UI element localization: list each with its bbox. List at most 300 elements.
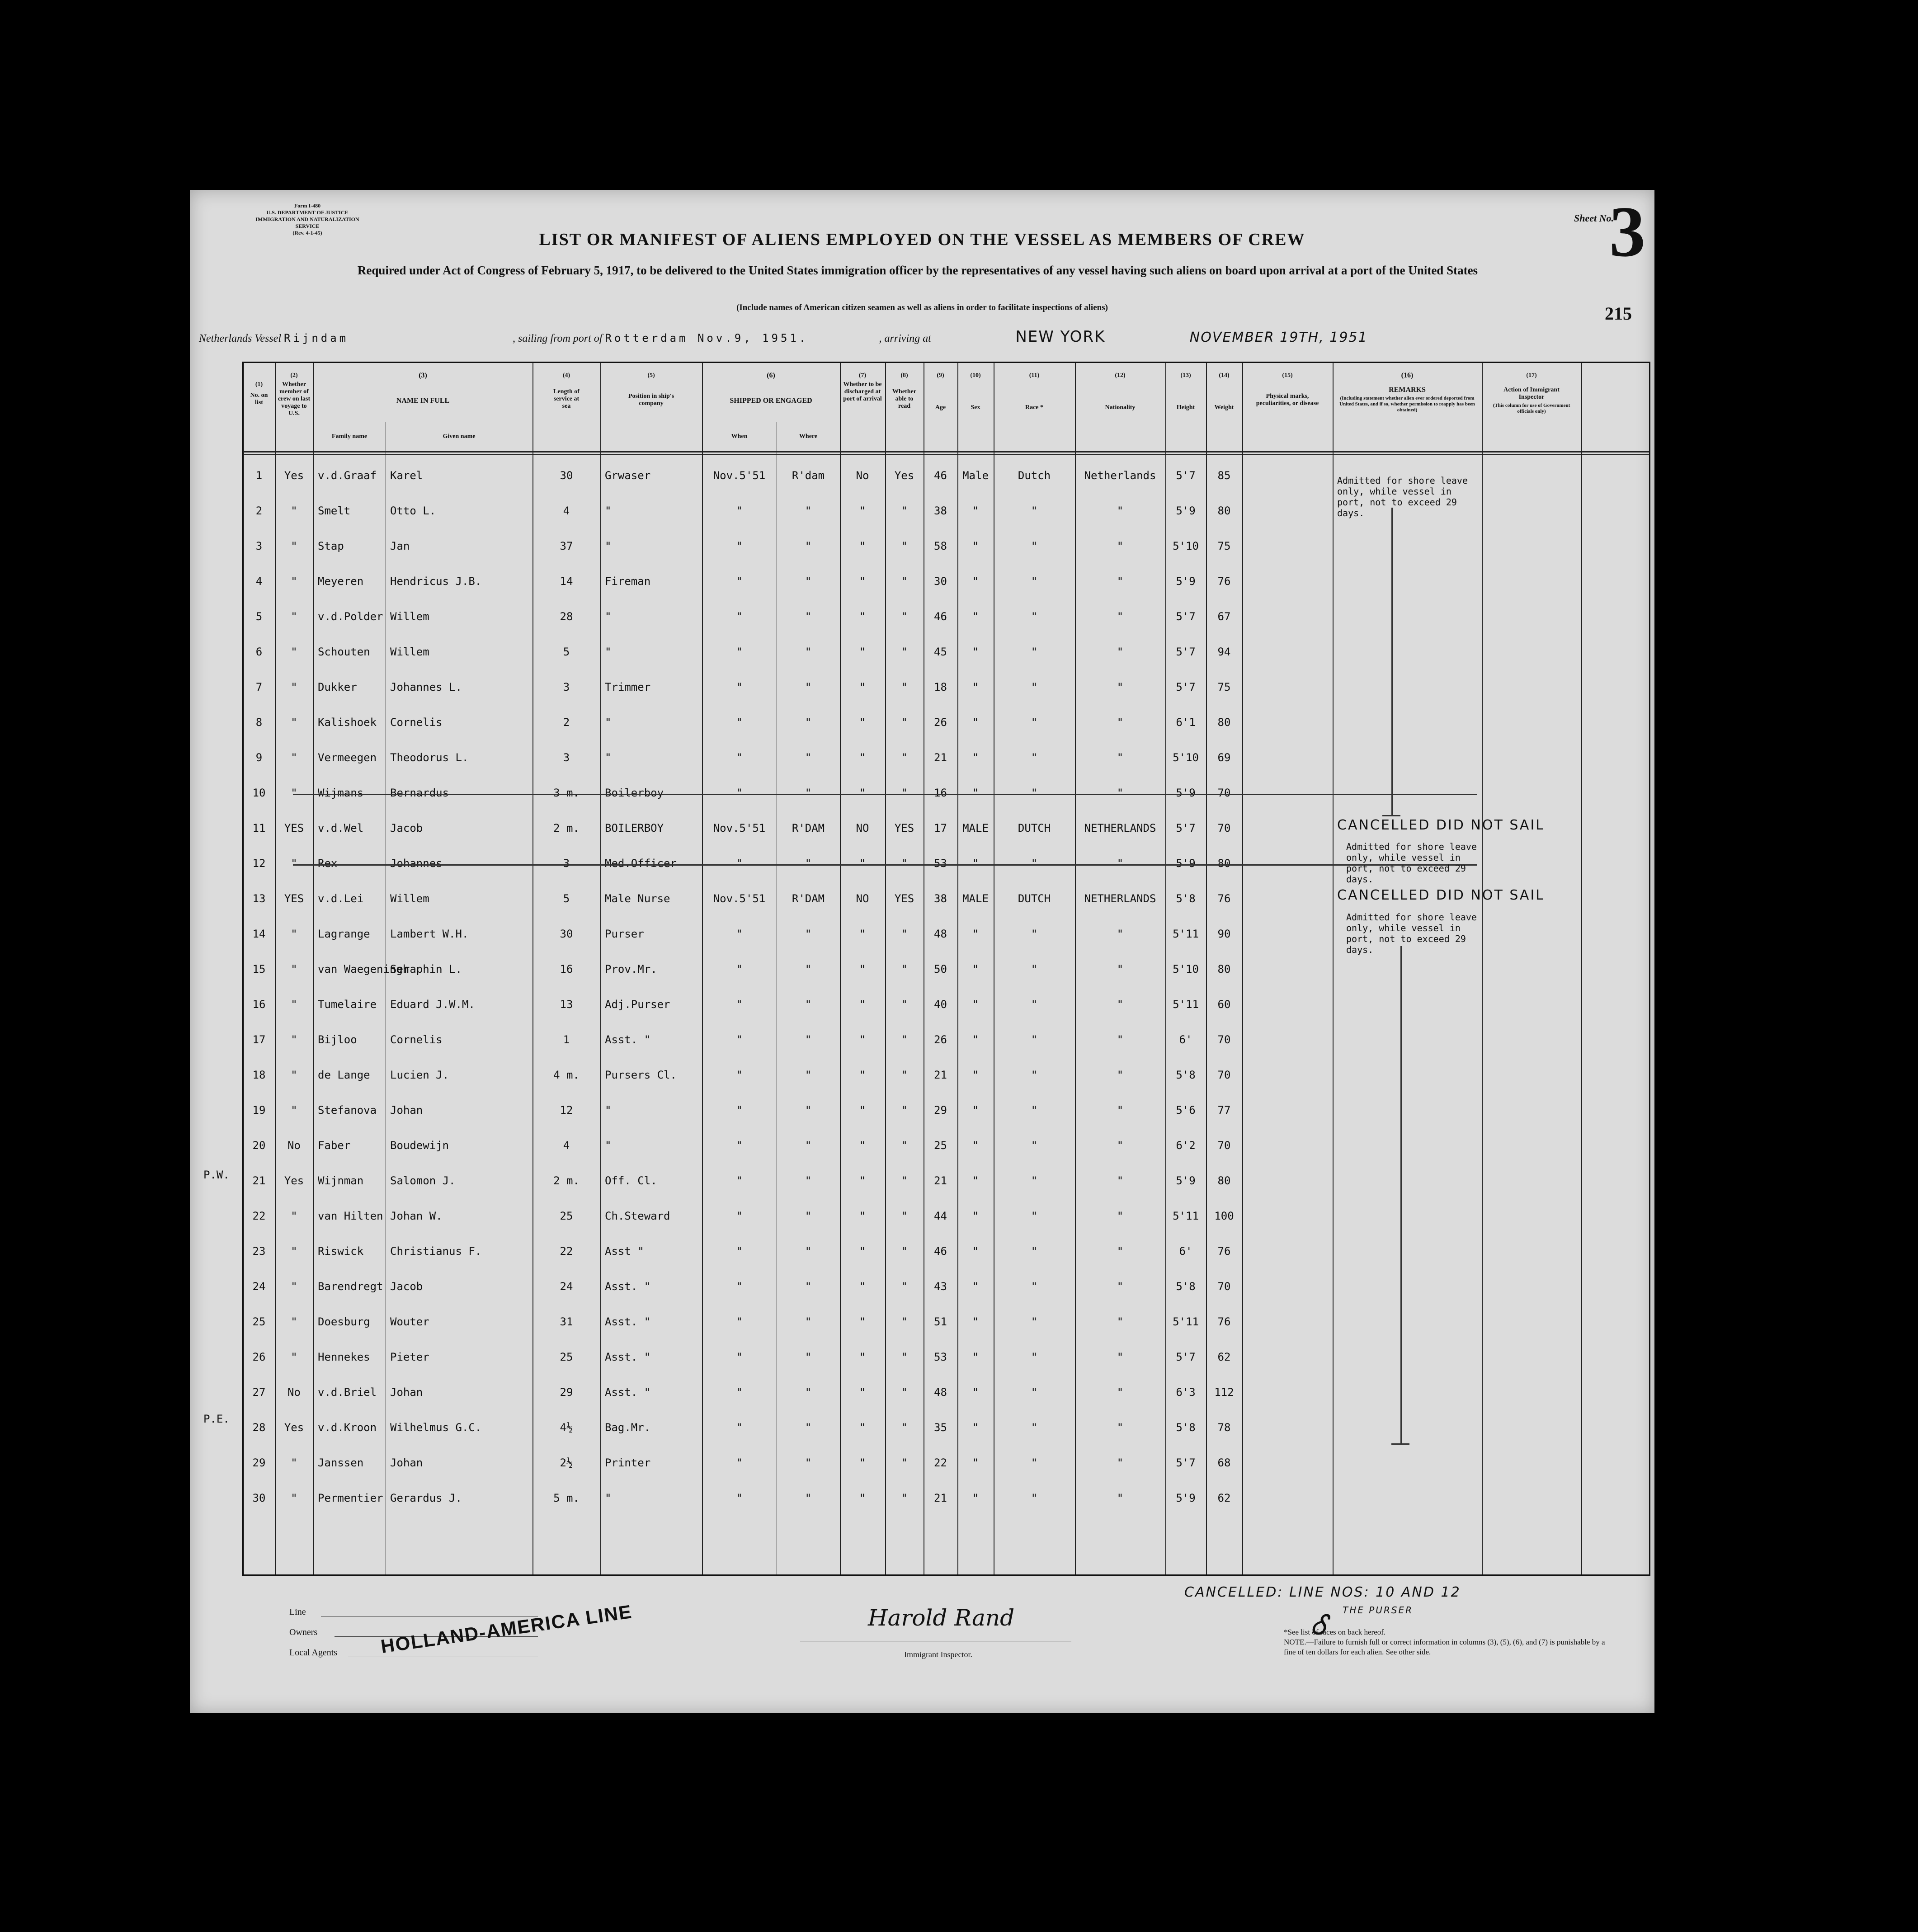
cell-no: 17 bbox=[252, 1033, 266, 1046]
footer-note: NOTE.—Failure to furnish full or correct information in columns (3), (5), (6), and (7) is punishable by a fine of ten dollars for each alien. See other side. bbox=[1284, 1638, 1605, 1656]
requirement-text: Required under Act of Congress of February 5, 1917, to be delivered to the United States immigration officer by the representatives of any vessel having such aliens on board upon arrival at a port of the United States bbox=[357, 264, 1478, 277]
cell-disch: " bbox=[859, 1386, 866, 1399]
cell-disch: " bbox=[859, 787, 866, 799]
cell-where: " bbox=[805, 1280, 812, 1293]
cell-service: 2½ bbox=[560, 1456, 573, 1469]
cell-where: " bbox=[805, 716, 812, 729]
cell-disch: " bbox=[859, 857, 866, 870]
header-no: (1) No. on list bbox=[250, 381, 268, 406]
cell-race: " bbox=[1031, 575, 1038, 588]
cell-last: " bbox=[291, 1492, 297, 1504]
cell-race: " bbox=[1031, 716, 1038, 729]
cell-nat: " bbox=[1117, 646, 1124, 658]
cell-age: 50 bbox=[934, 963, 947, 975]
cell-disch: " bbox=[859, 1139, 866, 1152]
cell-sex: " bbox=[972, 646, 979, 658]
cell-position: Asst. " bbox=[605, 1315, 651, 1328]
cell-no: 20 bbox=[252, 1139, 266, 1152]
cell-position: Prov.Mr. bbox=[605, 963, 657, 975]
cell-given: Jacob bbox=[390, 822, 423, 834]
cell-read: YES bbox=[894, 892, 914, 905]
cell-read: " bbox=[901, 1315, 908, 1328]
cell-given: Christianus F. bbox=[390, 1245, 482, 1258]
cell-when: " bbox=[736, 998, 743, 1011]
page-title: LIST OR MANIFEST OF ALIENS EMPLOYED ON THE VESSEL AS MEMBERS OF CREW bbox=[539, 230, 1305, 249]
header-name: (3) NAME IN FULL bbox=[396, 372, 450, 405]
cell-nat: " bbox=[1117, 963, 1124, 975]
cell-read: " bbox=[901, 716, 908, 729]
cell-height: 6'3 bbox=[1176, 1386, 1196, 1399]
cell-disch: " bbox=[859, 681, 866, 693]
cell-weight: 70 bbox=[1217, 1280, 1231, 1293]
sheet-stamp: 215 bbox=[1605, 303, 1632, 324]
cell-position: Adj.Purser bbox=[605, 998, 670, 1011]
cell-read: " bbox=[901, 928, 908, 940]
cell-no: 28 bbox=[252, 1421, 266, 1434]
cell-read: " bbox=[901, 540, 908, 552]
cell-service: 3 bbox=[563, 751, 570, 764]
cell-last: Yes bbox=[284, 469, 304, 482]
cell-position: Boilerboy bbox=[605, 787, 664, 799]
cell-weight: 75 bbox=[1217, 681, 1231, 693]
margin-mark-row-20: P.W. bbox=[203, 1169, 230, 1181]
cell-where: " bbox=[805, 1351, 812, 1363]
cell-where: " bbox=[805, 998, 812, 1011]
crew-table bbox=[242, 362, 1650, 1576]
cell-position: Trimmer bbox=[605, 681, 651, 693]
cell-age: 53 bbox=[934, 1351, 947, 1363]
cell-no: 13 bbox=[252, 892, 266, 905]
cell-height: 5'6 bbox=[1176, 1104, 1196, 1117]
inspector-label: Immigrant Inspector. bbox=[904, 1650, 972, 1659]
cell-when: " bbox=[736, 1421, 743, 1434]
cell-position: " bbox=[605, 1104, 612, 1117]
cell-read: " bbox=[901, 610, 908, 623]
table-row bbox=[243, 1302, 1649, 1337]
table-row bbox=[243, 526, 1649, 561]
cell-nat: " bbox=[1117, 1315, 1124, 1328]
header-shipped: (6) SHIPPED OR ENGAGED bbox=[730, 372, 812, 405]
cell-service: 29 bbox=[560, 1386, 573, 1399]
cell-nat: " bbox=[1117, 787, 1124, 799]
cell-age: 21 bbox=[934, 1069, 947, 1081]
cell-where: R'dam bbox=[792, 469, 825, 482]
cell-weight: 80 bbox=[1217, 963, 1231, 975]
cell-family: van Hilten bbox=[318, 1210, 383, 1222]
cell-no: 27 bbox=[252, 1386, 266, 1399]
cell-age: 45 bbox=[934, 646, 947, 658]
cell-age: 48 bbox=[934, 1386, 947, 1399]
cell-when: " bbox=[736, 963, 743, 975]
cell-family: v.d.Lei bbox=[318, 892, 364, 905]
cell-where: " bbox=[805, 1139, 812, 1152]
cell-given: Boudewijn bbox=[390, 1139, 449, 1152]
table-row bbox=[243, 985, 1649, 1019]
cell-sex: " bbox=[972, 610, 979, 623]
header-nationality: (12) Nationality bbox=[1105, 372, 1136, 411]
vessel-line bbox=[199, 328, 1368, 346]
cell-where: R'DAM bbox=[792, 822, 825, 834]
cell-sex: " bbox=[972, 1386, 979, 1399]
cell-service: 12 bbox=[560, 1104, 573, 1117]
cell-given: Karel bbox=[390, 469, 423, 482]
cell-given: Gerardus J. bbox=[390, 1492, 462, 1504]
cell-last: " bbox=[291, 998, 297, 1011]
header-read: (8) Whether able to read bbox=[892, 372, 916, 410]
cell-where: " bbox=[805, 1069, 812, 1081]
cell-when: " bbox=[736, 787, 743, 799]
cell-position: Asst. " bbox=[605, 1386, 651, 1399]
cell-disch: " bbox=[859, 1174, 866, 1187]
remark-bracket bbox=[1400, 946, 1402, 1443]
cell-weight: 100 bbox=[1214, 1210, 1234, 1222]
cell-age: 21 bbox=[934, 751, 947, 764]
cell-height: 5'7 bbox=[1176, 1351, 1196, 1363]
header-when: When bbox=[731, 433, 748, 440]
cell-service: 5 bbox=[563, 646, 570, 658]
race-note: *See list of races on back hereof. bbox=[1284, 1628, 1386, 1636]
remark-bracket-end bbox=[1391, 1443, 1409, 1445]
cell-family: v.d.Kroon bbox=[318, 1421, 377, 1434]
cell-race: " bbox=[1031, 1210, 1038, 1222]
cell-race: " bbox=[1031, 610, 1038, 623]
cell-when: " bbox=[736, 751, 743, 764]
cell-last: Yes bbox=[284, 1421, 304, 1434]
cell-where: " bbox=[805, 1421, 812, 1434]
table-row bbox=[243, 1020, 1649, 1055]
cell-age: 38 bbox=[934, 892, 947, 905]
table-row bbox=[243, 1478, 1649, 1513]
cell-height: 5'9 bbox=[1176, 1174, 1196, 1187]
cell-race: " bbox=[1031, 787, 1038, 799]
cell-disch: " bbox=[859, 1492, 866, 1504]
cell-height: 5'7 bbox=[1176, 610, 1196, 623]
cell-sex: " bbox=[972, 1315, 979, 1328]
cell-age: 26 bbox=[934, 716, 947, 729]
cell-when: Nov.5'51 bbox=[713, 822, 766, 834]
cell-disch: " bbox=[859, 751, 866, 764]
cell-service: 5 bbox=[563, 892, 570, 905]
cell-service: 2 m. bbox=[553, 1174, 580, 1187]
cell-given: Johan bbox=[390, 1456, 423, 1469]
cell-height: 5'7 bbox=[1176, 681, 1196, 693]
remark-shore-leave-1: Admitted for shore leave only, while vessel in port, not to exceed 29 days. bbox=[1337, 475, 1468, 518]
cell-weight: 76 bbox=[1217, 1315, 1231, 1328]
cell-when: " bbox=[736, 1210, 743, 1222]
cell-last: " bbox=[291, 575, 297, 588]
cell-weight: 76 bbox=[1217, 575, 1231, 588]
remark-cancelled-row-12: CANCELLED DID NOT SAIL bbox=[1337, 887, 1545, 903]
cell-weight: 77 bbox=[1217, 1104, 1231, 1117]
cell-no: 6 bbox=[255, 646, 263, 658]
table-row bbox=[243, 1337, 1649, 1372]
sailing-label: , sailing from port of bbox=[512, 333, 603, 344]
cell-given: Theodorus L. bbox=[390, 751, 469, 764]
arrival-date: NOVEMBER 19TH, 1951 bbox=[1189, 330, 1368, 345]
cell-family: Rex bbox=[318, 857, 338, 870]
cell-nat: " bbox=[1117, 575, 1124, 588]
cell-last: " bbox=[291, 1069, 297, 1081]
cell-service: 4½ bbox=[560, 1421, 573, 1434]
cell-given: Jan bbox=[390, 540, 410, 552]
cell-given: Johan W. bbox=[390, 1210, 443, 1222]
cell-last: No bbox=[287, 1386, 301, 1399]
cell-nat: NETHERLANDS bbox=[1084, 822, 1156, 834]
cell-last: YES bbox=[284, 892, 304, 905]
table-row bbox=[243, 1408, 1649, 1442]
cell-race: " bbox=[1031, 928, 1038, 940]
cell-race: " bbox=[1031, 1492, 1038, 1504]
cell-nat: " bbox=[1117, 504, 1124, 517]
cell-weight: 78 bbox=[1217, 1421, 1231, 1434]
cell-last: " bbox=[291, 751, 297, 764]
form-revision: (Rev. 4-1-45) bbox=[292, 230, 322, 236]
cell-nat: " bbox=[1117, 1351, 1124, 1363]
cell-when: " bbox=[736, 928, 743, 940]
cell-when: " bbox=[736, 1139, 743, 1152]
cell-height: 5'10 bbox=[1173, 751, 1199, 764]
cell-last: " bbox=[291, 1210, 297, 1222]
purser-label: THE PURSER bbox=[1343, 1605, 1414, 1616]
cell-weight: 75 bbox=[1217, 540, 1231, 552]
cell-no: 15 bbox=[252, 963, 266, 975]
cell-when: " bbox=[736, 575, 743, 588]
cell-family: Bijloo bbox=[318, 1033, 357, 1046]
cell-where: " bbox=[805, 1456, 812, 1469]
cell-service: 24 bbox=[560, 1280, 573, 1293]
cell-nat: " bbox=[1117, 998, 1124, 1011]
cell-when: " bbox=[736, 610, 743, 623]
cell-sex: " bbox=[972, 1069, 979, 1081]
cell-sex: " bbox=[972, 1456, 979, 1469]
cell-given: Otto L. bbox=[390, 504, 436, 517]
cell-when: " bbox=[736, 716, 743, 729]
cell-last: YES bbox=[284, 822, 304, 834]
cell-no: 19 bbox=[252, 1104, 266, 1117]
cell-nat: " bbox=[1117, 1210, 1124, 1222]
table-row bbox=[243, 1372, 1649, 1407]
cell-height: 6'1 bbox=[1176, 716, 1196, 729]
cell-service: 4 m. bbox=[553, 1069, 580, 1081]
cell-disch: " bbox=[859, 575, 866, 588]
cell-when: " bbox=[736, 857, 743, 870]
cell-position: Bag.Mr. bbox=[605, 1421, 651, 1434]
cell-when: " bbox=[736, 646, 743, 658]
cell-disch: " bbox=[859, 1104, 866, 1117]
cell-nat: " bbox=[1117, 1104, 1124, 1117]
cell-when: " bbox=[736, 1245, 743, 1258]
cell-family: Barendregt bbox=[318, 1280, 383, 1293]
cell-height: 5'9 bbox=[1176, 787, 1196, 799]
cell-given: Lambert W.H. bbox=[390, 928, 469, 940]
cell-no: 12 bbox=[252, 857, 266, 870]
cell-service: 3 bbox=[563, 857, 570, 870]
cell-service: 25 bbox=[560, 1351, 573, 1363]
cell-nat: " bbox=[1117, 1069, 1124, 1081]
cell-family: Wijnman bbox=[318, 1174, 364, 1187]
cell-position: " bbox=[605, 716, 612, 729]
cell-height: 5'7 bbox=[1176, 822, 1196, 834]
cell-service: 5 m. bbox=[553, 1492, 580, 1504]
cell-where: " bbox=[805, 857, 812, 870]
cell-where: " bbox=[805, 1033, 812, 1046]
cell-age: 44 bbox=[934, 1210, 947, 1222]
cell-sex: " bbox=[972, 1492, 979, 1504]
cell-position: Pursers Cl. bbox=[605, 1069, 677, 1081]
cell-sex: " bbox=[972, 998, 979, 1011]
cell-when: " bbox=[736, 1492, 743, 1504]
cell-race: " bbox=[1031, 646, 1038, 658]
cell-age: 51 bbox=[934, 1315, 947, 1328]
cell-read: " bbox=[901, 1245, 908, 1258]
remark-bracket bbox=[1391, 508, 1393, 815]
cell-last: " bbox=[291, 1351, 297, 1363]
cell-when: " bbox=[736, 681, 743, 693]
cell-position: " bbox=[605, 504, 612, 517]
cell-read: Yes bbox=[894, 469, 914, 482]
cell-position: Med.Officer bbox=[605, 857, 677, 870]
cell-where: " bbox=[805, 1104, 812, 1117]
header-age: (9) Age bbox=[935, 372, 946, 411]
cell-no: 30 bbox=[252, 1492, 266, 1504]
agent-stamp: HOLLAND-AMERICA LINE bbox=[379, 1601, 634, 1657]
cell-weight: 76 bbox=[1217, 892, 1231, 905]
header-last-voyage: (2) Whether member of crew on last voyage to U.S. bbox=[278, 372, 311, 417]
table-row bbox=[243, 1126, 1649, 1160]
cell-no: 3 bbox=[255, 540, 263, 552]
cell-race: " bbox=[1031, 1280, 1038, 1293]
cell-no: 2 bbox=[255, 504, 263, 517]
cell-no: 21 bbox=[252, 1174, 266, 1187]
cell-weight: 76 bbox=[1217, 1245, 1231, 1258]
header-physical-marks: (15) Physical marks, peculiarities, or disease bbox=[1256, 372, 1319, 407]
cell-weight: 60 bbox=[1217, 998, 1231, 1011]
margin-mark-row-27: P.E. bbox=[203, 1413, 230, 1425]
header-where: Where bbox=[799, 433, 818, 440]
cell-race: " bbox=[1031, 998, 1038, 1011]
cell-when: " bbox=[736, 1456, 743, 1469]
cell-no: 9 bbox=[255, 751, 263, 764]
cell-family: Riswick bbox=[318, 1245, 364, 1258]
cell-given: Wilhelmus G.C. bbox=[390, 1421, 482, 1434]
cell-read: " bbox=[901, 1351, 908, 1363]
cell-read: " bbox=[901, 1210, 908, 1222]
cell-age: 40 bbox=[934, 998, 947, 1011]
cell-disch: " bbox=[859, 540, 866, 552]
cell-weight: 112 bbox=[1214, 1386, 1234, 1399]
cell-family: v.d.Graaf bbox=[318, 469, 377, 482]
cell-family: v.d.Briel bbox=[318, 1386, 377, 1399]
cell-weight: 80 bbox=[1217, 504, 1231, 517]
cell-race: " bbox=[1031, 1174, 1038, 1187]
cell-no: 1 bbox=[255, 469, 263, 482]
cell-disch: " bbox=[859, 1315, 866, 1328]
header-given-name: Given name bbox=[443, 433, 476, 440]
cell-service: 2 m. bbox=[553, 822, 580, 834]
cell-family: Kalishoek bbox=[318, 716, 377, 729]
cell-sex: " bbox=[972, 575, 979, 588]
cell-height: 5'11 bbox=[1173, 928, 1199, 940]
cell-height: 5'7 bbox=[1176, 469, 1196, 482]
cell-race: " bbox=[1031, 1315, 1038, 1328]
cell-race: " bbox=[1031, 963, 1038, 975]
cell-age: 43 bbox=[934, 1280, 947, 1293]
cell-where: " bbox=[805, 504, 812, 517]
remark-bracket-end bbox=[1382, 815, 1400, 816]
cell-height: 6' bbox=[1179, 1033, 1192, 1046]
cell-disch: " bbox=[859, 1280, 866, 1293]
cell-family: Doesburg bbox=[318, 1315, 370, 1328]
cell-sex: MALE bbox=[962, 822, 989, 834]
footer-owners-label: Owners bbox=[289, 1627, 318, 1637]
cell-where: " bbox=[805, 1315, 812, 1328]
cell-when: " bbox=[736, 1351, 743, 1363]
cell-position: " bbox=[605, 1492, 612, 1504]
cell-given: Cornelis bbox=[390, 716, 443, 729]
cell-read: " bbox=[901, 1139, 908, 1152]
cell-height: 5'11 bbox=[1173, 998, 1199, 1011]
cell-last: " bbox=[291, 857, 297, 870]
cell-given: Cornelis bbox=[390, 1033, 443, 1046]
cell-read: " bbox=[901, 857, 908, 870]
cell-age: 35 bbox=[934, 1421, 947, 1434]
cell-sex: " bbox=[972, 928, 979, 940]
header-position: (5) Position in ship's company bbox=[628, 372, 674, 407]
cell-nat: " bbox=[1117, 1421, 1124, 1434]
cell-no: 4 bbox=[255, 575, 263, 588]
cell-age: 22 bbox=[934, 1456, 947, 1469]
cell-last: " bbox=[291, 1245, 297, 1258]
cell-race: Dutch bbox=[1018, 469, 1051, 482]
cell-service: 13 bbox=[560, 998, 573, 1011]
cell-age: 18 bbox=[934, 681, 947, 693]
cell-last: " bbox=[291, 504, 297, 517]
table-row bbox=[243, 1090, 1649, 1125]
cell-disch: " bbox=[859, 1245, 866, 1258]
purser-signature: Ꮄ bbox=[1311, 1609, 1328, 1641]
cell-no: 14 bbox=[252, 928, 266, 940]
cell-when: Nov.5'51 bbox=[713, 892, 766, 905]
cell-service: 30 bbox=[560, 469, 573, 482]
cell-height: 6' bbox=[1179, 1245, 1192, 1258]
cell-age: 17 bbox=[934, 822, 947, 834]
cell-sex: " bbox=[972, 1174, 979, 1187]
cell-disch: " bbox=[859, 998, 866, 1011]
cell-last: No bbox=[287, 1139, 301, 1152]
cell-read: " bbox=[901, 681, 908, 693]
cell-no: 29 bbox=[252, 1456, 266, 1469]
cell-no: 23 bbox=[252, 1245, 266, 1258]
header-inspector-action: (17) Action of Immigrant Inspector (This column for use of Government officials only) bbox=[1493, 372, 1570, 414]
header-remarks: (16) REMARKS (Including statement whether alien ever ordered deported from United States, and if so, whether permission to reapply has been obtained) bbox=[1339, 372, 1475, 413]
cell-weight: 85 bbox=[1217, 469, 1231, 482]
cell-no: 25 bbox=[252, 1315, 266, 1328]
cell-no: 26 bbox=[252, 1351, 266, 1363]
cell-age: 53 bbox=[934, 857, 947, 870]
table-row bbox=[243, 561, 1649, 596]
cell-disch: " bbox=[859, 1069, 866, 1081]
cell-given: Eduard J.W.M. bbox=[390, 998, 475, 1011]
cell-weight: 70 bbox=[1217, 1033, 1231, 1046]
cell-given: Hendricus J.B. bbox=[390, 575, 482, 588]
table-row bbox=[243, 667, 1649, 702]
cell-service: 3 bbox=[563, 681, 570, 693]
cell-no: 24 bbox=[252, 1280, 266, 1293]
cell-race: " bbox=[1031, 1139, 1038, 1152]
cell-height: 5'8 bbox=[1176, 1280, 1196, 1293]
cell-nat: " bbox=[1117, 1280, 1124, 1293]
cell-position: " bbox=[605, 751, 612, 764]
